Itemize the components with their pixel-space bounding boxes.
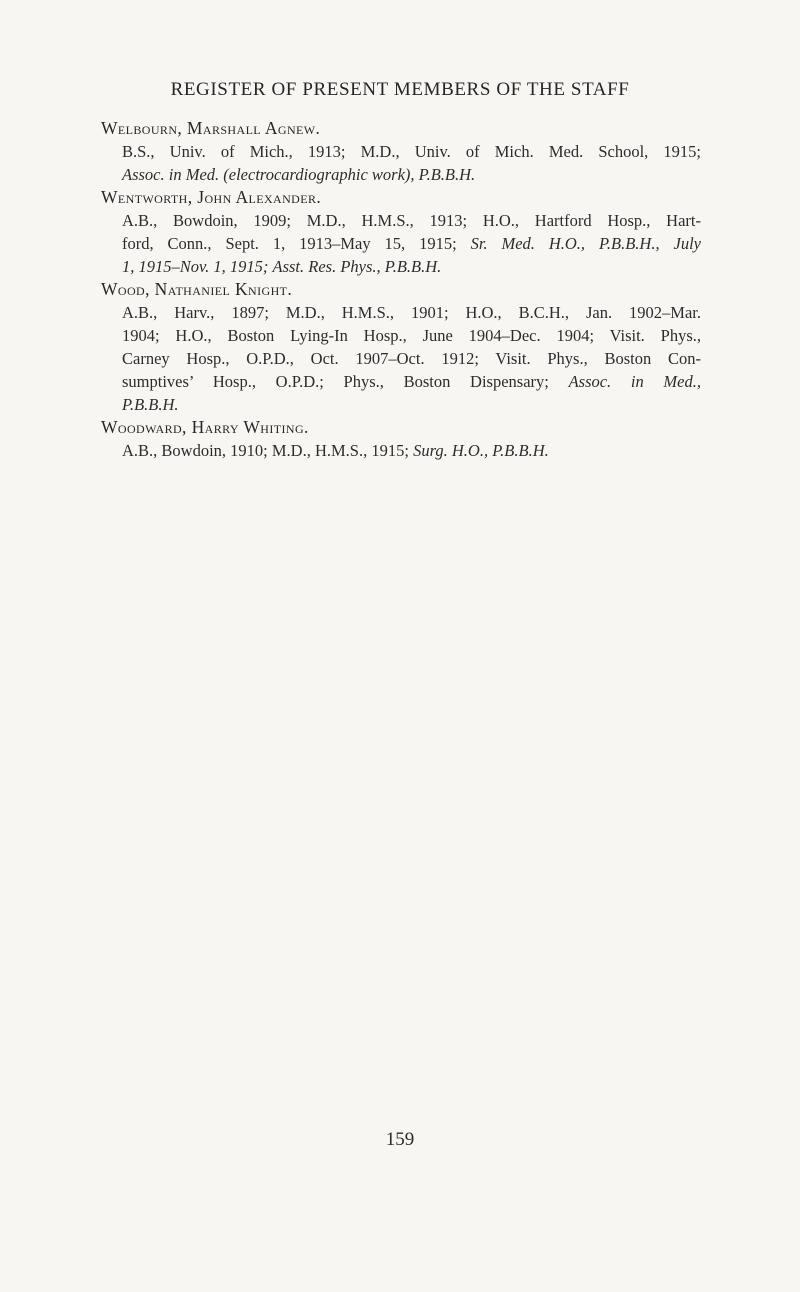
credentials-text: A.B., Bowdoin, 1910; M.D., H.M.S., 1915; — [122, 441, 409, 460]
credentials-line — [101, 393, 701, 416]
staff-entry-woodward — [101, 416, 701, 462]
staff-entry-wood — [101, 278, 701, 416]
appointment-text: (electrocardiographic work), — [223, 165, 415, 184]
credentials-line: A.B., Bowdoin, 1909; M.D., H.M.S., 1913; H.O., Hartford Hosp., Hart- — [122, 211, 701, 230]
page-title: REGISTER OF PRESENT MEMBERS OF THE STAFF — [170, 79, 630, 100]
credentials-line — [101, 255, 701, 278]
credentials-line — [101, 370, 701, 393]
appointment-text: Sr. Med. H.O., P.B.B.H., July — [470, 234, 701, 253]
appointment-text: Surg. H.O., P.B.B.H. — [413, 441, 549, 460]
appointment-text: P.B.B.H. — [122, 395, 179, 414]
credentials-line: B.S., Univ. of Mich., 1913; M.D., Univ. of Mich. Med. School, 1915; — [122, 142, 701, 161]
appointment-text: P.B.B.H. — [418, 165, 476, 184]
staff-name: Wentworth, John Alexander. — [101, 187, 322, 207]
credentials-line: Carney Hosp., O.P.D., Oct. 1907–Oct. 1912; Visit. Phys., Boston Con- — [122, 349, 701, 368]
appointment-text: 1, 1915–Nov. 1, 1915; — [122, 257, 269, 276]
appointment-text: Assoc. in Med., — [568, 372, 701, 391]
credentials-line — [101, 163, 701, 186]
credentials-line — [101, 232, 701, 255]
appointment-text: Asst. Res. Phys., P.B.B.H. — [272, 257, 442, 276]
appointment-text: Assoc. in Med. — [122, 165, 220, 184]
credentials-text: sumptives’ Hosp., O.P.D.; Phys., Boston Dispensary; — [122, 372, 549, 391]
staff-name: Woodward, Harry Whiting. — [101, 417, 309, 437]
staff-name: Wood, Nathaniel Knight. — [101, 279, 293, 299]
staff-entry-welbourn — [101, 117, 701, 186]
credentials-line: 1904; H.O., Boston Lying-In Hosp., June 1904–Dec. 1904; Visit. Phys., — [122, 326, 701, 345]
credentials-text: ford, Conn., Sept. 1, 1913–May 15, 1915; — [122, 234, 457, 253]
staff-register — [101, 117, 701, 462]
credentials-line: A.B., Harv., 1897; M.D., H.M.S., 1901; H.O., B.C.H., Jan. 1902–Mar. — [122, 303, 701, 322]
page-number: 159 — [385, 1129, 415, 1150]
credentials-line — [101, 439, 701, 462]
staff-entry-wentworth — [101, 186, 701, 278]
staff-name: Welbourn, Marshall Agnew. — [101, 118, 321, 138]
